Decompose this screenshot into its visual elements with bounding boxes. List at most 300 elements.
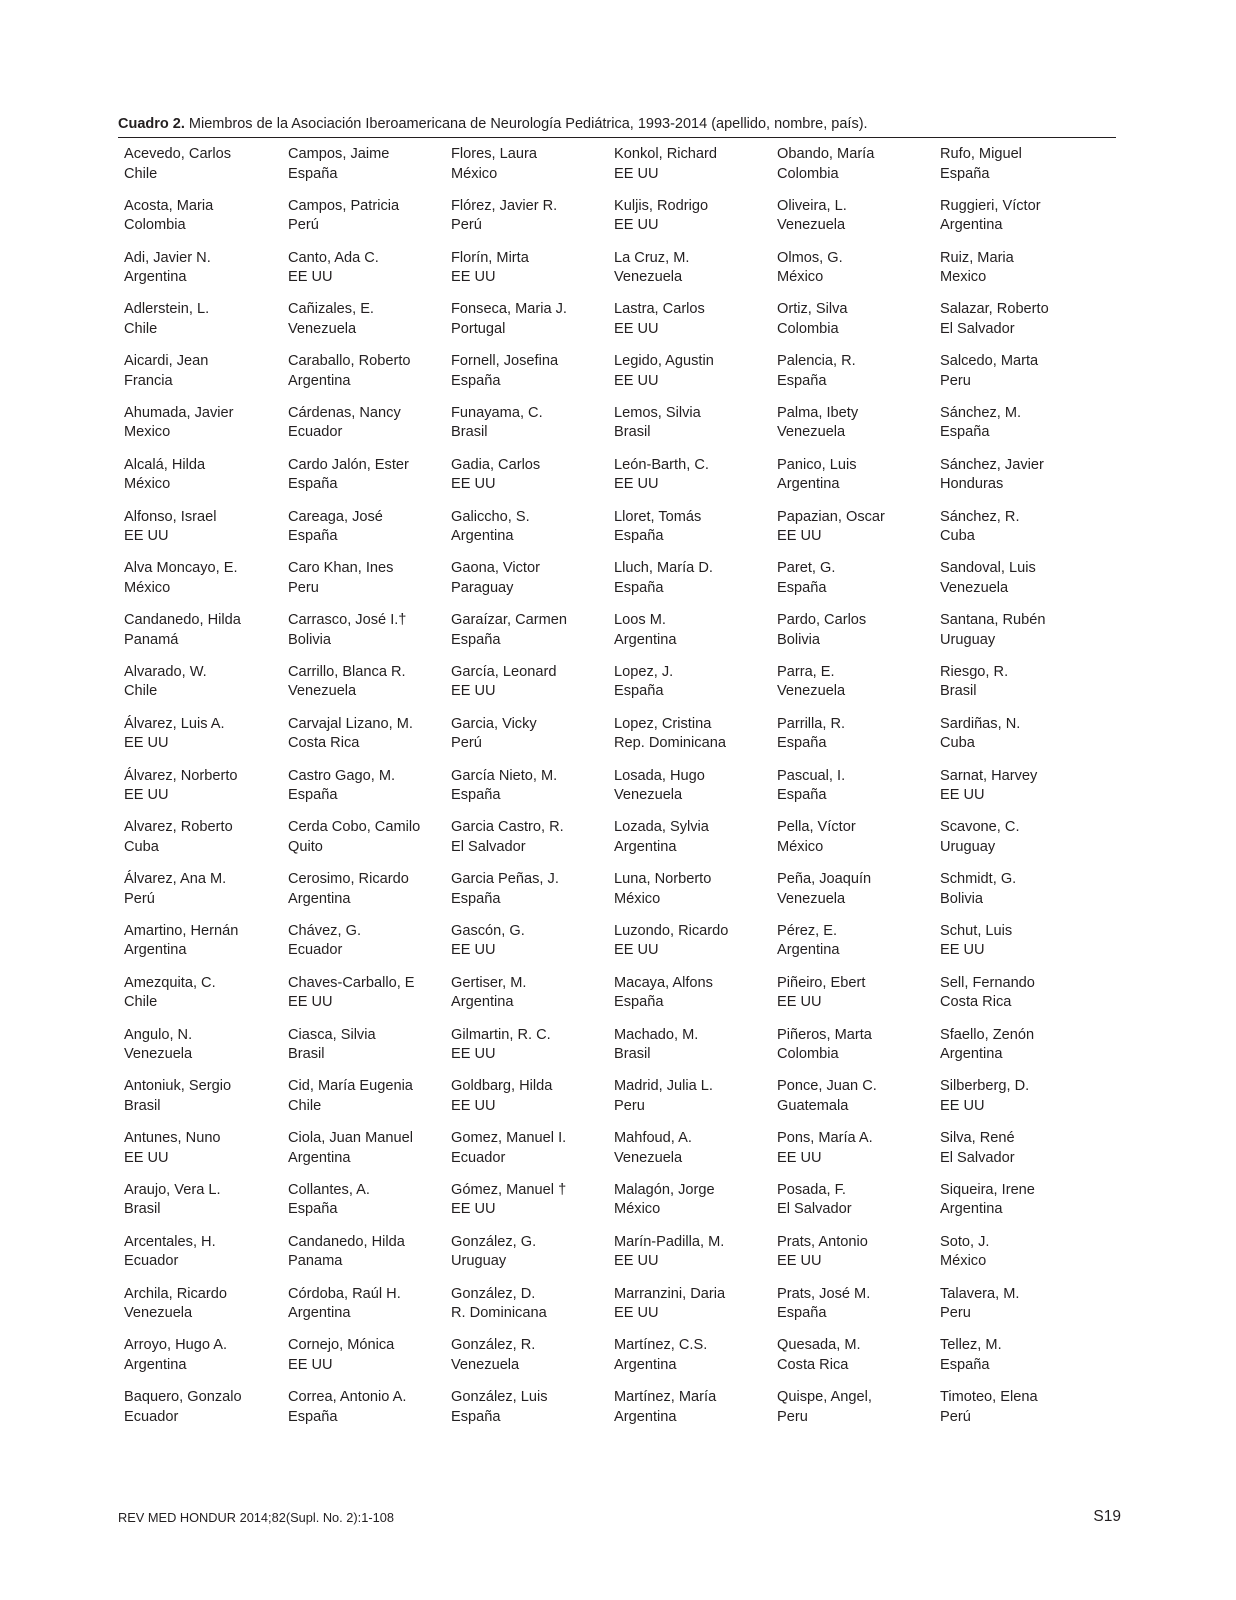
member-country: Peru <box>777 1408 808 1425</box>
member-country: Argentina <box>124 942 187 959</box>
member-entry <box>288 1077 448 1129</box>
table-column <box>777 145 937 1440</box>
member-name: Macaya, Alfons <box>614 974 713 991</box>
member-entry <box>124 508 284 560</box>
member-name: Schmidt, G. <box>940 871 1017 888</box>
member-entry <box>288 559 448 611</box>
member-entry <box>940 1129 1100 1181</box>
member-name: Parra, E. <box>777 663 835 680</box>
member-entry <box>940 508 1100 560</box>
member-name: Flores, Laura <box>451 146 537 162</box>
member-entry <box>124 1233 284 1285</box>
member-name: Cerosimo, Ricardo <box>288 871 409 888</box>
member-name: Careaga, José <box>288 508 383 525</box>
member-name: Ciasca, Silvia <box>288 1026 376 1043</box>
member-name: Paret, G. <box>777 560 836 577</box>
member-entry <box>451 197 611 249</box>
member-name: Carrasco, José I.† <box>288 612 407 629</box>
member-entry <box>288 611 448 663</box>
member-name: Scavone, C. <box>940 819 1020 836</box>
member-entry <box>777 1181 937 1233</box>
member-country: EE UU <box>614 320 659 337</box>
member-country: Venezuela <box>288 683 357 700</box>
member-name: Talavera, M. <box>940 1285 1020 1302</box>
member-entry <box>124 767 284 819</box>
member-country: Brasil <box>124 1201 161 1218</box>
member-entry <box>451 1388 611 1440</box>
member-entry <box>124 456 284 508</box>
member-name: Archila, Ricardo <box>124 1285 228 1302</box>
member-entry <box>288 767 448 819</box>
member-entry <box>451 456 611 508</box>
member-country: España <box>451 631 501 648</box>
member-entry <box>124 663 284 715</box>
member-entry <box>614 1026 774 1078</box>
journal-citation: REV MED HONDUR 2014;82(Supl. No. 2):1-108 <box>118 1510 394 1525</box>
member-country: Venezuela <box>614 787 683 804</box>
member-country: EE UU <box>614 165 659 182</box>
member-entry <box>614 767 774 819</box>
member-country: El Salvador <box>940 320 1015 337</box>
member-name: Losada, Hugo <box>614 767 705 784</box>
member-entry <box>614 1181 774 1233</box>
member-country: El Salvador <box>940 1149 1015 1166</box>
member-entry <box>124 1077 284 1129</box>
member-name: Prats, Antonio <box>777 1233 868 1250</box>
member-country: Cuba <box>124 838 159 855</box>
member-name: Gertiser, M. <box>451 974 527 991</box>
member-name: Lluch, María D. <box>614 560 713 577</box>
member-entry <box>940 715 1100 767</box>
member-name: Angulo, N. <box>124 1026 193 1043</box>
member-entry <box>614 145 774 197</box>
member-name: Garcia Castro, R. <box>451 819 564 836</box>
member-name: Ciola, Juan Manuel <box>288 1130 413 1147</box>
member-country: EE UU <box>124 1149 169 1166</box>
member-entry <box>777 559 937 611</box>
member-name: Luzondo, Ricardo <box>614 922 729 939</box>
member-entry <box>940 145 1100 197</box>
member-country: EE UU <box>124 735 169 752</box>
member-entry <box>451 1285 611 1337</box>
member-name: Araujo, Vera L. <box>124 1181 221 1198</box>
member-name: Ponce, Juan C. <box>777 1078 877 1095</box>
member-name: Alva Moncayo, E. <box>124 560 238 577</box>
member-country: EE UU <box>614 217 659 234</box>
member-country: Honduras <box>940 476 1004 493</box>
member-country: Venezuela <box>614 269 683 286</box>
member-entry <box>124 1336 284 1388</box>
member-country: Costa Rica <box>940 994 1012 1011</box>
member-name: Martínez, C.S. <box>614 1337 708 1354</box>
member-name: Castro Gago, M. <box>288 767 396 784</box>
member-entry <box>940 922 1100 974</box>
member-entry <box>451 1129 611 1181</box>
member-country: Peru <box>614 1097 645 1114</box>
member-name: Amartino, Hernán <box>124 922 239 939</box>
member-country: España <box>777 579 827 596</box>
member-country: Venezuela <box>777 424 846 441</box>
member-entry <box>940 559 1100 611</box>
member-entry <box>940 1336 1100 1388</box>
member-name: La Cruz, M. <box>614 249 690 266</box>
member-country: Perú <box>288 217 319 234</box>
member-name: Piñeiro, Ebert <box>777 974 866 991</box>
member-country: Venezuela <box>124 1305 193 1322</box>
member-name: Pérez, E. <box>777 922 838 939</box>
member-entry <box>288 663 448 715</box>
member-name: Fornell, Josefina <box>451 353 559 370</box>
member-country: Cuba <box>940 735 975 752</box>
member-name: Malagón, Jorge <box>614 1181 715 1198</box>
member-entry <box>614 1233 774 1285</box>
member-country: Argentina <box>940 217 1003 234</box>
member-name: Prats, José M. <box>777 1285 871 1302</box>
member-name: Alfonso, Israel <box>124 508 217 525</box>
member-name: Ortiz, Silva <box>777 301 848 318</box>
member-entry <box>451 404 611 456</box>
member-country: Brasil <box>614 1046 651 1063</box>
member-name: Funayama, C. <box>451 404 543 421</box>
member-name: Sánchez, M. <box>940 404 1022 421</box>
member-entry <box>124 352 284 404</box>
member-country: Argentina <box>124 269 187 286</box>
member-entry <box>614 300 774 352</box>
member-name: Álvarez, Luis A. <box>124 715 225 732</box>
member-name: Campos, Jaime <box>288 146 390 162</box>
member-country: España <box>777 1305 827 1322</box>
member-entry <box>614 1077 774 1129</box>
member-entry <box>124 1129 284 1181</box>
member-country: Argentina <box>288 890 351 907</box>
member-country: España <box>288 476 338 493</box>
member-entry <box>940 767 1100 819</box>
member-entry <box>124 1026 284 1078</box>
member-country: México <box>124 579 171 596</box>
member-name: Collantes, A. <box>288 1181 370 1198</box>
member-name: Córdoba, Raúl H. <box>288 1285 401 1302</box>
member-entry <box>451 508 611 560</box>
member-entry <box>124 715 284 767</box>
member-country: Paraguay <box>451 579 514 596</box>
member-name: Martínez, María <box>614 1389 717 1406</box>
member-entry <box>614 508 774 560</box>
member-country: Venezuela <box>614 1149 683 1166</box>
member-entry <box>451 818 611 870</box>
member-entry <box>777 197 937 249</box>
member-country: México <box>451 165 498 182</box>
member-name: Siqueira, Irene <box>940 1181 1035 1198</box>
member-entry <box>451 611 611 663</box>
member-entry <box>451 974 611 1026</box>
member-entry <box>777 818 937 870</box>
member-name: Ruiz, Maria <box>940 249 1014 266</box>
member-name: Kuljis, Rodrigo <box>614 197 709 214</box>
member-name: Salazar, Roberto <box>940 301 1049 318</box>
member-name: Gilmartin, R. C. <box>451 1026 551 1043</box>
member-name: Oliveira, L. <box>777 197 847 214</box>
member-country: Brasil <box>940 683 977 700</box>
member-name: Cardo Jalón, Ester <box>288 456 409 473</box>
member-country: España <box>614 579 664 596</box>
member-name: Adi, Javier N. <box>124 249 211 266</box>
member-entry <box>451 352 611 404</box>
member-name: Tellez, M. <box>940 1337 1002 1354</box>
member-name: Adlerstein, L. <box>124 301 210 318</box>
member-entry <box>451 870 611 922</box>
page-number: S19 <box>1093 1508 1121 1525</box>
member-name: Aicardi, Jean <box>124 353 209 370</box>
member-name: Gomez, Manuel I. <box>451 1130 567 1147</box>
member-country: Venezuela <box>288 320 357 337</box>
member-country: Costa Rica <box>288 735 360 752</box>
member-entry <box>777 715 937 767</box>
member-country: Argentina <box>614 838 677 855</box>
member-name: Madrid, Julia L. <box>614 1078 713 1095</box>
member-country: Ecuador <box>451 1149 506 1166</box>
member-country: Argentina <box>451 994 514 1011</box>
member-entry <box>451 1336 611 1388</box>
member-country: Costa Rica <box>777 1356 849 1373</box>
member-name: Mahfoud, A. <box>614 1130 692 1147</box>
member-entry <box>940 404 1100 456</box>
member-country: EE UU <box>451 476 496 493</box>
member-country: Chile <box>124 683 158 700</box>
member-name: Piñeros, Marta <box>777 1026 872 1043</box>
member-name: Flórez, Javier R. <box>451 197 558 214</box>
member-country: EE UU <box>288 1356 333 1373</box>
member-country: Argentina <box>614 1408 677 1425</box>
member-name: Lastra, Carlos <box>614 301 705 318</box>
member-entry <box>614 922 774 974</box>
member-name: Goldbarg, Hilda <box>451 1078 553 1095</box>
member-entry <box>940 1388 1100 1440</box>
member-entry <box>124 818 284 870</box>
member-entry <box>451 1026 611 1078</box>
member-entry <box>451 300 611 352</box>
member-entry <box>451 1181 611 1233</box>
member-country: Venezuela <box>451 1356 520 1373</box>
member-entry <box>288 870 448 922</box>
member-name: Soto, J. <box>940 1233 990 1250</box>
member-entry <box>614 663 774 715</box>
member-name: Palma, Ibety <box>777 404 859 421</box>
member-name: Lloret, Tomás <box>614 508 702 525</box>
member-country: Ecuador <box>124 1253 179 1270</box>
member-country: EE UU <box>940 787 985 804</box>
member-country: España <box>777 787 827 804</box>
member-name: Candanedo, Hilda <box>124 612 241 629</box>
member-entry <box>124 922 284 974</box>
member-name: Loos M. <box>614 612 666 629</box>
member-country: EE UU <box>777 528 822 545</box>
member-name: Correa, Antonio A. <box>288 1389 407 1406</box>
member-entry <box>614 197 774 249</box>
member-entry <box>288 145 448 197</box>
member-entry <box>777 611 937 663</box>
member-name: Garcia Peñas, J. <box>451 871 559 888</box>
member-entry <box>451 1077 611 1129</box>
member-entry <box>614 1336 774 1388</box>
member-entry <box>777 404 937 456</box>
member-country: Peru <box>288 579 319 596</box>
member-country: Guatemala <box>777 1097 849 1114</box>
member-name: Marranzini, Daria <box>614 1285 726 1302</box>
member-name: Campos, Patricia <box>288 197 400 214</box>
member-country: EE UU <box>124 787 169 804</box>
member-name: Candanedo, Hilda <box>288 1233 405 1250</box>
member-entry <box>777 767 937 819</box>
member-country: EE UU <box>940 1097 985 1114</box>
member-name: Silva, René <box>940 1130 1015 1147</box>
member-country: EE UU <box>777 1253 822 1270</box>
member-entry <box>777 974 937 1026</box>
member-name: Chaves-Carballo, E <box>288 974 415 991</box>
member-name: Baquero, Gonzalo <box>124 1389 242 1406</box>
member-name: Ruggieri, Víctor <box>940 197 1041 214</box>
member-entry <box>940 456 1100 508</box>
member-entry <box>614 559 774 611</box>
member-country: EE UU <box>451 942 496 959</box>
member-name: Marín-Padilla, M. <box>614 1233 725 1250</box>
member-country: EE UU <box>614 476 659 493</box>
member-country: Brasil <box>288 1046 325 1063</box>
member-entry <box>124 870 284 922</box>
member-entry <box>288 456 448 508</box>
member-entry <box>451 663 611 715</box>
caption-label: Cuadro 2. <box>118 116 185 132</box>
member-entry <box>124 559 284 611</box>
member-entry <box>940 611 1100 663</box>
member-entry <box>940 1026 1100 1078</box>
member-country: Uruguay <box>451 1253 507 1270</box>
member-name: Gadia, Carlos <box>451 456 541 473</box>
member-country: Argentina <box>288 372 351 389</box>
member-entry <box>288 922 448 974</box>
member-entry <box>124 974 284 1026</box>
member-country: Argentina <box>940 1046 1003 1063</box>
member-entry <box>940 974 1100 1026</box>
member-name: Gascón, G. <box>451 922 525 939</box>
member-name: Pons, María A. <box>777 1130 873 1147</box>
member-entry <box>614 1388 774 1440</box>
member-country: España <box>451 890 501 907</box>
member-name: Pardo, Carlos <box>777 612 867 629</box>
member-name: González, D. <box>451 1285 536 1302</box>
table-column <box>288 145 448 1440</box>
member-entry <box>777 1285 937 1337</box>
member-entry <box>288 715 448 767</box>
member-entry <box>940 870 1100 922</box>
member-name: Gómez, Manuel † <box>451 1181 567 1198</box>
member-country: Chile <box>124 994 158 1011</box>
member-country: Chile <box>288 1097 322 1114</box>
member-name: León-Barth, C. <box>614 456 709 473</box>
member-country: Peru <box>940 1305 971 1322</box>
member-entry <box>614 974 774 1026</box>
member-country: Bolivia <box>777 631 820 648</box>
member-name: Acosta, Maria <box>124 197 214 214</box>
member-country: Argentina <box>288 1149 351 1166</box>
member-name: Acevedo, Carlos <box>124 146 232 162</box>
member-country: Perú <box>940 1408 971 1425</box>
member-country: EE UU <box>614 372 659 389</box>
member-entry <box>288 352 448 404</box>
member-entry <box>288 818 448 870</box>
member-country: Ecuador <box>288 942 343 959</box>
member-country: EE UU <box>777 994 822 1011</box>
member-name: Carrillo, Blanca R. <box>288 663 406 680</box>
member-country: EE UU <box>451 1046 496 1063</box>
member-country: España <box>614 994 664 1011</box>
member-country: EE UU <box>451 683 496 700</box>
member-name: Quesada, M. <box>777 1337 861 1354</box>
member-name: Obando, María <box>777 146 875 162</box>
member-entry <box>288 1285 448 1337</box>
member-country: México <box>124 476 171 493</box>
member-country: México <box>614 1201 661 1218</box>
member-country: Rep. Dominicana <box>614 735 726 752</box>
member-country: El Salvador <box>451 838 526 855</box>
member-entry <box>451 715 611 767</box>
member-country: Quito <box>288 838 323 855</box>
member-name: González, R. <box>451 1337 536 1354</box>
member-country: México <box>940 1253 987 1270</box>
member-entry <box>940 300 1100 352</box>
member-entry <box>614 352 774 404</box>
member-entry <box>614 611 774 663</box>
member-name: Sandoval, Luis <box>940 560 1036 577</box>
table-column <box>940 145 1100 1440</box>
member-entry <box>124 300 284 352</box>
member-country: Brasil <box>451 424 488 441</box>
member-name: Alvarez, Roberto <box>124 819 233 836</box>
table-column <box>451 145 611 1440</box>
table-column <box>124 145 284 1440</box>
member-name: Palencia, R. <box>777 353 856 370</box>
member-entry <box>614 456 774 508</box>
table-column <box>614 145 774 1440</box>
member-entry <box>451 922 611 974</box>
member-name: Cañizales, E. <box>288 301 374 318</box>
member-country: EE UU <box>614 942 659 959</box>
member-name: García Nieto, M. <box>451 767 558 784</box>
member-name: Amezquita, C. <box>124 974 216 991</box>
member-country: México <box>777 838 824 855</box>
member-country: Brasil <box>614 424 651 441</box>
member-name: Quispe, Angel, <box>777 1389 872 1406</box>
member-entry <box>288 249 448 301</box>
member-entry <box>124 1181 284 1233</box>
member-name: Ahumada, Javier <box>124 404 234 421</box>
member-name: Santana, Rubén <box>940 612 1046 629</box>
member-name: Silberberg, D. <box>940 1078 1030 1095</box>
member-country: España <box>288 1408 338 1425</box>
member-country: España <box>288 528 338 545</box>
member-country: Venezuela <box>940 579 1009 596</box>
member-name: Álvarez, Norberto <box>124 767 238 784</box>
member-country: Argentina <box>614 1356 677 1373</box>
member-country: Uruguay <box>940 838 996 855</box>
member-name: Álvarez, Ana M. <box>124 871 227 888</box>
member-entry <box>614 1285 774 1337</box>
member-name: Sell, Fernando <box>940 974 1035 991</box>
member-name: Chávez, G. <box>288 922 361 939</box>
member-country: Argentina <box>288 1305 351 1322</box>
member-entry <box>124 145 284 197</box>
member-name: Florín, Mirta <box>451 249 529 266</box>
member-country: Mexico <box>124 424 171 441</box>
